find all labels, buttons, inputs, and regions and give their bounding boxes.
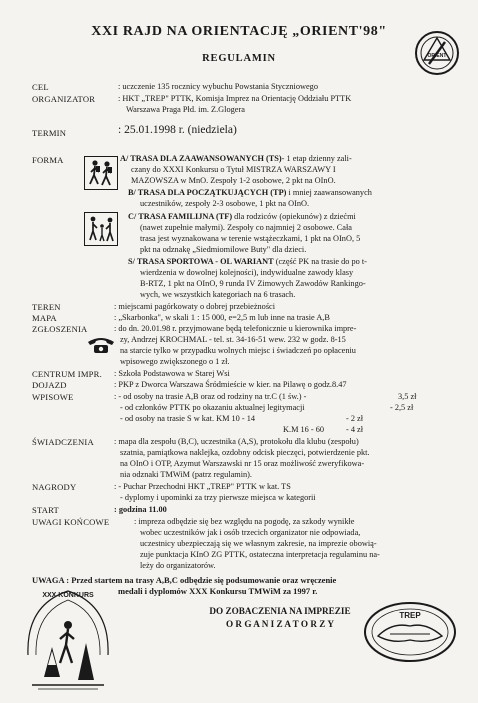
route-c-line1: dla rodziców (opiekunów) z dziećmi (232, 212, 356, 221)
wpisowe-line4: K.M 16 - 60 (283, 425, 325, 434)
uwaga-line1: UWAGA : Przed startem na trasy A,B,C odbędzie się podsumowanie oraz wręczenie (32, 575, 337, 585)
route-s-line4: wych, we wszystkich kategoriach na 6 trasach. (140, 290, 296, 299)
swiadczenia-line3: na OInO i OTP, Azymut Warszawski nr 15 oraz możliwość zweryfikowa- (120, 459, 365, 468)
uwagi-line3: uczestnicy ubezpieczają się we własnym zakresie, na imprezie obowią- (140, 539, 377, 548)
swiadczenia-label: ŚWIADCZENIA (32, 437, 94, 447)
nagrody-line2: - dyplomy i upominki za trzy pierwsze miejsca w kategorii (120, 493, 316, 502)
konkurs-logo (22, 585, 114, 695)
wpisowe-line1: : - od osoby na trasie A,B oraz od rodziny na tr.C (1 św.) - (114, 392, 307, 401)
start-text: : godzina 11.00 (114, 505, 167, 514)
organizator-line1: : HKT „TREP" PTTK, Komisja Imprez na Orientację Oddziału PTTK (118, 94, 352, 103)
telephone-icon (86, 336, 116, 354)
dojazd-text: : PKP z Dworca Warszawa Śródmieście w kier. na Pilawę o godz.8.47 (114, 380, 347, 389)
konkurs-logo-text: XXX KONKURS (42, 592, 94, 599)
cel-label: CEL (32, 82, 49, 92)
route-s (128, 257, 458, 267)
route-a (120, 154, 450, 164)
mapa-label: MAPA (32, 313, 57, 323)
swiadczenia-line2: szatnia, pamiątkowa naklejka, ozdobny odcisk pieczęci, potwierdzenie pkt. (120, 448, 370, 457)
route-a-line2: czany do XXXI Konkursu o Tytuł MISTRZA WARSZAWY I (131, 165, 336, 174)
zgloszenia-line3: na starcie tylko w przypadku wolnych miejsc i świadczeń po opłaceniu (120, 346, 356, 355)
wpisowe-amount1: 3,5 zł (398, 392, 417, 401)
wpisowe-amount4: - 4 zł (346, 425, 364, 434)
route-b-line2: uczestników, zespoły 2-3 osobowe, 1 pkt na OInO. (140, 199, 310, 208)
wpisowe-line2: - od członków PTTK po okazaniu aktualnej legitymacji (120, 403, 305, 412)
wpisowe-amount3: - 2 zł (346, 414, 364, 423)
organizator-label: ORGANIZATOR (32, 94, 96, 104)
uwagi-label: UWAGI KOŃCOWE (32, 517, 110, 527)
route-s-line2: wierdzenia w dowolnej kolejności), indywidualne zawody klasy (140, 268, 354, 277)
termin-text: : 25.01.1998 r. (niedziela) (118, 124, 237, 136)
uwagi-line2: wobec uczestników jak i osób trzecich organizator nie odpowiada, (140, 528, 361, 537)
route-s-line3: B-RTZ, 1 pkt na OInO, 9 runda IV Zimowych Zawodów Rankingo- (140, 279, 366, 288)
route-s-head: S/ TRASA SPORTOWA - OL WARIANT (128, 257, 274, 266)
uwagi-line1: : impreza odbędzie się bez względu na pogodę, za szkody wynikłe (134, 517, 355, 526)
route-s-line1: (część PK na trasie do po t- (273, 257, 367, 266)
swiadczenia-line4: nia odznaki TMWiM (patrz regulamin). (120, 470, 252, 479)
document-subtitle: REGULAMIN (202, 53, 276, 64)
uwagi-line5: leży do organizatorów. (140, 561, 216, 570)
swiadczenia-line1: : mapa dla zespołu (B,C), uczestnika (A,S), protokołu dla klubu (zespołu) (114, 437, 359, 446)
route-a-line3: MAZOWSZA w MnO. Zespoły 1-2 osobowe, 2 pkt na OInO. (131, 176, 336, 185)
trep-logo-text: TREP (399, 611, 421, 620)
document-title: XXI RAJD NA ORIENTACJĘ „ORIENT'98" (91, 24, 387, 39)
wpisowe-label: WPISOWE (32, 392, 74, 402)
orient-logo-text: ORIENT (427, 53, 447, 59)
dojazd-label: DOJAZD (32, 380, 67, 390)
wpisowe-line3: - od osoby na trasie S w kat. KM 10 - 14 (120, 414, 256, 423)
route-c-line3: trasa jest wyznakowana w terenie wstążeczkami, 1 pkt na OInO, 5 (140, 234, 361, 243)
centrum-text: : Szkoła Podstawowa w Starej Wsi (114, 369, 230, 378)
zgloszenia-line1: : do dn. 20.01.98 r. przyjmowane będą telefonicznie u kierownika impre- (114, 324, 357, 333)
route-b (128, 188, 458, 198)
uwaga-line2: medali i dyplomów XXX Konkursu TMWiM za 1997 r. (118, 586, 318, 596)
route-c (128, 212, 458, 222)
zgloszenia-line4: wpisowego zwiększonego o 1 zł. (120, 357, 230, 366)
route-a-head: A/ TRASA DLA ZAAWANSOWANYCH (TS) (120, 154, 282, 163)
centrum-label: CENTRUM IMPR. (32, 369, 102, 379)
teren-text: : miejscami pagórkowaty o dobrej przebieżności (114, 302, 276, 311)
zgloszenia-label: ZGŁOSZENIA (32, 324, 88, 334)
forma-label: FORMA (32, 155, 64, 165)
mapa-text: : „Skarbonka", w skali 1 : 15 000, e=2,5 m lub inne na trasie A,B (114, 313, 330, 322)
route-b-line1: i mniej zaawansowanych (286, 188, 372, 197)
uwagi-line4: zuje punktacja KInO ZG PTTK, ostateczna interpretacja regulaminu na- (140, 550, 380, 559)
termin-label: TERMIN (32, 128, 67, 138)
teren-label: TEREN (32, 302, 61, 312)
nagrody-label: NAGRODY (32, 482, 77, 492)
route-c-head: C/ TRASA FAMILIJNA (TF) (128, 212, 233, 221)
route-b-head: B/ TRASA DLA POCZĄTKUJĄCYCH (TP) (128, 188, 287, 197)
route-c-line4: pkt na odznakę „Siedmiomilowe Buty" dla dzieci. (140, 245, 307, 254)
closing-line2: O R G A N I Z A T O R Z Y (225, 619, 335, 629)
start-label: START (32, 505, 60, 515)
orient-logo (414, 30, 460, 76)
closing-line1: DO ZOBACZENIA NA IMPREZIE (209, 606, 351, 616)
wpisowe-amount2: - 2,5 zł (390, 403, 414, 412)
organizator-line2: Warszawa Praga Płd. im. Z.Glogera (126, 105, 245, 114)
nagrody-line1: : - Puchar Przechodni HKT „TREP" PTTK w kat. TS (114, 482, 291, 491)
route-a-line1: - 1 etap dzienny zali- (281, 154, 352, 163)
route-c-line2: (nawet zupełnie małymi). Zespoły co najmniej 2 osobowe. Cała (140, 223, 352, 232)
family-hikers-icon (84, 212, 118, 246)
hikers-icon (84, 156, 118, 190)
cel-text: : uczczenie 135 rocznicy wybuchu Powstania Styczniowego (118, 82, 318, 91)
zgloszenia-line2: zy, Andrzej KROCHMAL - tel. st. 34-16-51 wew. 232 w godz. 8-15 (120, 335, 346, 344)
trep-logo (362, 600, 458, 664)
